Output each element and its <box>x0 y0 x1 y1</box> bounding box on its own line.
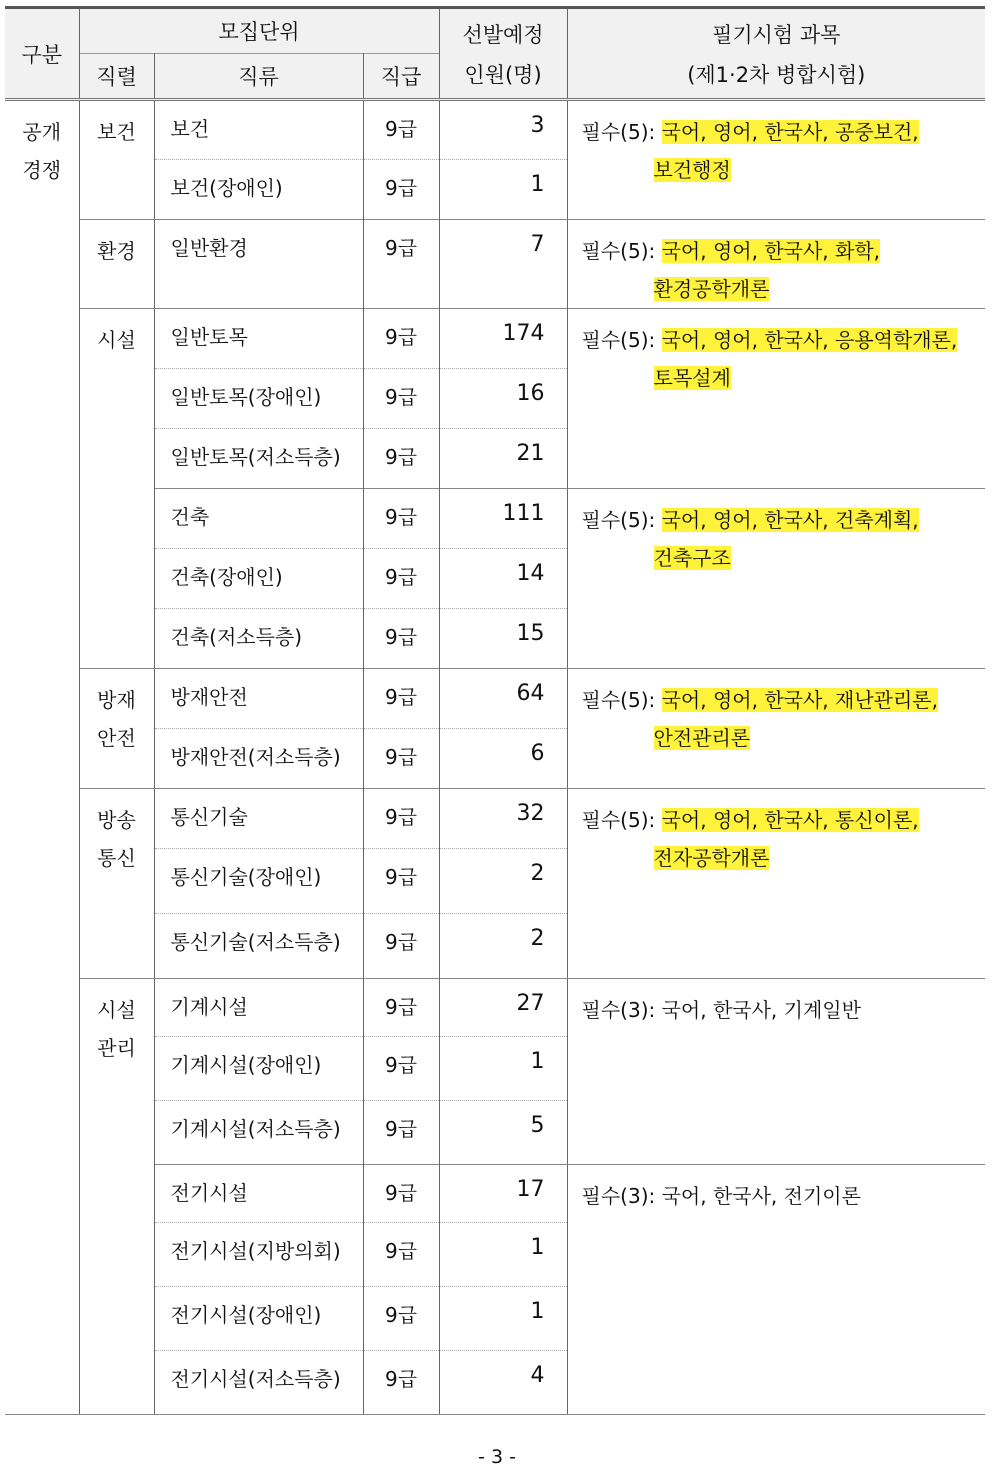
grade-cell: 9급 <box>363 100 439 160</box>
subject-list: 국어, 한국사, 기계일반 <box>661 998 861 1022</box>
jikryu-cell: 전기시설(저소득층) <box>154 1351 363 1415</box>
series-label: 보건 <box>97 120 136 144</box>
series-cell <box>79 100 154 220</box>
subject-line2-wrap <box>582 151 986 189</box>
subject-list-cont: 토목설계 <box>653 366 731 390</box>
subject-list: 국어, 영어, 한국사, 공중보건, <box>661 120 919 144</box>
header-jikryu: 직류 <box>154 54 363 100</box>
header-count-line1: 선발예정 <box>462 22 544 47</box>
series-cell <box>79 669 154 789</box>
subject-list-cont: 건축구조 <box>653 546 731 570</box>
subject-prefix: 필수(5): <box>581 508 662 532</box>
jikryu-cell: 기계시설(저소득층) <box>154 1101 363 1165</box>
count-cell: 2 <box>439 914 567 979</box>
jikryu-cell: 통신기술(장애인) <box>154 849 363 914</box>
count-cell: 1 <box>439 1037 567 1101</box>
count-cell: 21 <box>439 429 567 489</box>
series-label: 관리 <box>97 1036 136 1060</box>
subject-line2-wrap <box>582 359 986 397</box>
grade-cell: 9급 <box>363 979 439 1037</box>
count-cell: 6 <box>439 729 567 789</box>
grade-cell: 9급 <box>363 309 439 369</box>
table-row <box>5 309 985 369</box>
subject-line2-wrap <box>582 270 986 308</box>
gubun-line1: 공개 <box>22 120 62 144</box>
grade-cell: 9급 <box>363 1287 439 1351</box>
count-cell: 64 <box>439 669 567 729</box>
header-unit: 모집단위 <box>79 8 439 54</box>
subject-list: 국어, 영어, 한국사, 재난관리론, <box>661 688 938 712</box>
subjects-cell <box>567 979 985 1165</box>
jikryu-cell: 기계시설 <box>154 979 363 1037</box>
grade-cell: 9급 <box>363 429 439 489</box>
series-label: 방재 <box>97 688 136 712</box>
subject-line2-wrap <box>582 839 986 877</box>
count-cell: 2 <box>439 849 567 914</box>
count-cell: 15 <box>439 609 567 669</box>
subjects-cell <box>567 220 985 309</box>
jikryu-cell: 건축(저소득층) <box>154 609 363 669</box>
subject-list: 국어, 영어, 한국사, 건축계획, <box>661 508 919 532</box>
subject-prefix: 필수(5): <box>581 239 662 263</box>
series-cell <box>79 309 154 669</box>
jikryu-cell: 전기시설(지방의회) <box>154 1223 363 1287</box>
count-cell: 1 <box>439 160 567 220</box>
subject-list-cont: 환경공학개론 <box>653 277 770 301</box>
jikryu-cell: 일반토목(장애인) <box>154 369 363 429</box>
jikryu-cell: 보건 <box>154 100 363 160</box>
table-row <box>5 789 985 849</box>
grade-cell: 9급 <box>363 220 439 309</box>
grade-cell: 9급 <box>363 160 439 220</box>
gubun-cell <box>5 100 79 1415</box>
subject-prefix: 필수(5): <box>581 808 662 832</box>
table-row <box>5 220 985 309</box>
header-count-line2: 인원(명) <box>464 62 542 87</box>
series-cell <box>79 220 154 309</box>
subject-prefix: 필수(5): <box>581 328 662 352</box>
jikryu-cell: 전기시설 <box>154 1165 363 1223</box>
subjects-cell <box>567 100 985 220</box>
grade-cell: 9급 <box>363 914 439 979</box>
page-number: - 3 - <box>478 1446 516 1468</box>
subject-list-cont: 보건행정 <box>653 158 731 182</box>
jikryu-cell: 방재안전(저소득층) <box>154 729 363 789</box>
count-cell: 4 <box>439 1351 567 1415</box>
grade-cell: 9급 <box>363 1165 439 1223</box>
jikryu-cell: 보건(장애인) <box>154 160 363 220</box>
count-cell: 5 <box>439 1101 567 1165</box>
jikryu-cell: 기계시설(장애인) <box>154 1037 363 1101</box>
count-cell: 27 <box>439 979 567 1037</box>
subject-line2-wrap <box>582 539 986 577</box>
count-cell: 7 <box>439 220 567 309</box>
jikryu-cell: 건축 <box>154 489 363 549</box>
subject-list-cont: 전자공학개론 <box>653 846 770 870</box>
jikryu-cell: 건축(장애인) <box>154 549 363 609</box>
series-label: 시설 <box>97 998 136 1022</box>
grade-cell: 9급 <box>363 609 439 669</box>
series-cell <box>79 789 154 979</box>
grade-cell: 9급 <box>363 789 439 849</box>
jikryu-cell: 일반환경 <box>154 220 363 309</box>
count-cell: 1 <box>439 1287 567 1351</box>
series-label: 통신 <box>97 846 136 870</box>
subjects-cell <box>567 669 985 789</box>
table-row <box>5 669 985 729</box>
jikryu-cell: 방재안전 <box>154 669 363 729</box>
subject-prefix: 필수(3): <box>581 1184 662 1208</box>
count-cell: 3 <box>439 100 567 160</box>
count-cell: 32 <box>439 789 567 849</box>
recruitment-table <box>5 6 985 1415</box>
subject-list: 국어, 영어, 한국사, 통신이론, <box>661 808 919 832</box>
grade-cell: 9급 <box>363 369 439 429</box>
header-gubun: 구분 <box>5 8 79 100</box>
subject-list: 국어, 한국사, 전기이론 <box>661 1184 861 1208</box>
subject-prefix: 필수(5): <box>581 688 662 712</box>
subjects-cell <box>567 789 985 979</box>
header-count <box>439 8 567 100</box>
jikryu-cell: 일반토목(저소득층) <box>154 429 363 489</box>
subjects-cell <box>567 489 985 669</box>
count-cell: 16 <box>439 369 567 429</box>
header-subjects <box>567 8 985 100</box>
series-label: 안전 <box>97 726 136 750</box>
header-grade: 직급 <box>363 54 439 100</box>
count-cell: 111 <box>439 489 567 549</box>
series-label: 환경 <box>97 239 136 263</box>
grade-cell: 9급 <box>363 549 439 609</box>
subject-list: 국어, 영어, 한국사, 화학, <box>661 239 880 263</box>
grade-cell: 9급 <box>363 489 439 549</box>
table-body <box>5 100 985 1415</box>
subject-prefix: 필수(5): <box>581 120 662 144</box>
subject-line2-wrap <box>582 719 986 757</box>
gubun-line2: 경쟁 <box>22 158 62 182</box>
count-cell: 174 <box>439 309 567 369</box>
subject-list-cont: 안전관리론 <box>653 726 751 750</box>
grade-cell: 9급 <box>363 669 439 729</box>
grade-cell: 9급 <box>363 1351 439 1415</box>
subject-prefix: 필수(3): <box>581 998 662 1022</box>
grade-cell: 9급 <box>363 849 439 914</box>
grade-cell: 9급 <box>363 729 439 789</box>
grade-cell: 9급 <box>363 1101 439 1165</box>
header-subjects-line2: (제1·2차 병합시험) <box>687 62 866 87</box>
jikryu-cell: 일반토목 <box>154 309 363 369</box>
subjects-cell <box>567 1165 985 1415</box>
subject-list: 국어, 영어, 한국사, 응용역학개론, <box>661 328 958 352</box>
series-label: 방송 <box>97 808 136 832</box>
count-cell: 1 <box>439 1223 567 1287</box>
jikryu-cell: 통신기술(저소득층) <box>154 914 363 979</box>
header-jikryeol: 직렬 <box>79 54 154 100</box>
grade-cell: 9급 <box>363 1223 439 1287</box>
subjects-cell <box>567 309 985 489</box>
grade-cell: 9급 <box>363 1037 439 1101</box>
count-cell: 14 <box>439 549 567 609</box>
jikryu-cell: 통신기술 <box>154 789 363 849</box>
jikryu-cell: 전기시설(장애인) <box>154 1287 363 1351</box>
series-label: 시설 <box>97 328 136 352</box>
count-cell: 17 <box>439 1165 567 1223</box>
series-cell <box>79 979 154 1415</box>
table-row <box>5 100 985 160</box>
table-row <box>5 979 985 1037</box>
header-subjects-line1: 필기시험 과목 <box>712 22 841 47</box>
